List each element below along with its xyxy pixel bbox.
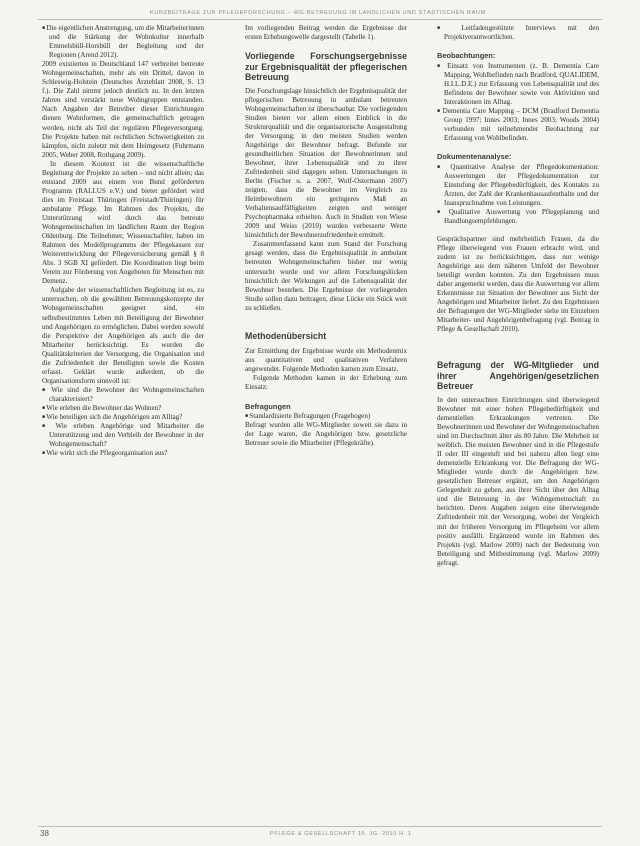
paragraph: Zusammenfassend kann zum Stand der Forschung gesagt werden, dass die Ergebnisqualität in ambulant betreuten Wohngemeinschaften bisher nur wenig untersucht wurde und vor allem Forschungslücken hinsichtlich der Wirkungen auf die Lebensqualität der Bewohner bestehen. Die Ergebnisse der vorliegenden Studie sollen dazu beitragen, diese Lücke ein Stück weit zu schließen.	[245, 240, 407, 312]
list-item: ■ Dementia Care Mapping – DCM (Bradford Dementia Group 1997; Innes 2003; Innes 2003; Woods 2004) verbunden mit teilnehmender Beobachtung zur Erfassung von Wohlbefinden.	[437, 107, 599, 143]
bullet-list	[42, 24, 204, 60]
list-item: ■ Leitfadengestützte Interviews mit den Projektverantwortlichen.	[437, 24, 599, 42]
bullet-list	[437, 62, 599, 143]
paragraph: Zur Ermittlung der Ergebnisse wurde ein Methodenmix aus quantitativen und qualitativen Verfahren angewendet. Folgende Methoden kamen zum Einsatz.	[245, 347, 407, 374]
column-1	[42, 24, 204, 458]
list-item: ■ Qualitative Auswertung von Pflegeplanung und Handlungsempfehlungen.	[437, 208, 599, 226]
list-item: ■ Wie beteiligen sich die Angehörigen am Alltag?	[42, 413, 204, 422]
paragraph: Folgende Methoden kamen in der Erhebung zum Einsatz:	[245, 374, 407, 392]
list-item: ■ Einsatz von Instrumenten (z. B. Dementia Care Mapping, Wohlbefinden nach Bradford, QUALIDEM, H.I.L.D.E.) zur Erfassung von Lebensqualität und des Befindens der Bewohner sowie von Aktivitäten und Interaktionen im Alltag.	[437, 62, 599, 107]
paragraph: In den untersuchten Einrichtungen sind überwiegend Bewohner mit einer hohen Pflegebedürftigkeit und dementiellen Erkrankungen vertreten. Die Bewohnerinnen und Bewohner der Wohngemeinschaften sind im Durchschnitt älter als 80 Jahre. Die Mehrheit ist weiblich. Die meisten Bewohner sind in die Pflegestufe II oder III eingestuft und bei nahezu allen liegt eine demenzielle Erkrankung vor. Die Befragung der WG-Mitglieder wurde durch die Angehörigen bzw. gesetzlichen Betreuer ergänzt, um den Angehörigen Gelegenheit zu geben, aus ihrer Sicht über den Alltag und die Betreuung in der Wohngemeinschaft zu berichten. Deren Angaben zeigen eine überwiegende Zufriedenheit mit der Versorgung, wobei der Vergleich mit der früheren Versorgung im Pflegeheim vor allem positiv ausfällt. Ergänzend wurde im Rahmen des Projekts (vgl. Marlow 2009) nach der Bedeutung von Beteiligung und Mitbestimmung (vgl. Marlow 2009) gefragt.	[437, 395, 600, 567]
header-rule	[38, 19, 602, 20]
section-heading: Methodenübersicht	[245, 330, 327, 341]
column-3	[437, 24, 599, 568]
list-item: ■ Wie sind die Bewohner der Wohngemeinschaften charakterisiert?	[42, 386, 204, 404]
section-heading: Dokumentenanalyse:	[437, 152, 512, 162]
paragraph: Befragt wurden alle WG-Mitglieder soweit sie dazu in der Lage waren, die Angehörigen bzw. gesetzliche Betreuer sowie die Mitarbeiter (Pflegekräfte).	[245, 421, 407, 448]
list-item: ■ Wie wirkt sich die Pflegeorganisation aus?	[42, 449, 204, 458]
section-heading: Befragungen	[245, 401, 291, 411]
paragraph: Gesprächspartner sind mehrheitlich Frauen, da die Pflege überwiegend von Frauen erbracht wird, und zudem ist zu berücksichtigen, dass nur wenige Angehörige aus dem näheren Umfeld der Bewohner beteiligt werden konnten. Zu den Ergebnissen muss daher angemerkt werden, dass die Auswertung vor allem Erkenntnisse zur Situation der Bewohner aus Sicht der Angehörigen und Mitarbeiter liefert. Zu den Ergebnissen der Befragungen der WG-Mitglieder siehe im Einzelnen Mitarbeiter- und Angehörigenbefragung (vgl. Beitrag in Pflege & Gesellschaft 2010).	[437, 234, 599, 334]
paragraph: 2009 existierten in Deutschland 147 verbreitet betreute Wohngemeinschaften, mehr als ein Drittel, davon in Schleswig-Holstein (Deutsches Ärzteblatt 2008, S. 13 f.). Die Zahl nimmt jedoch deutlich zu. In den letzten Jahren sind verstärkt neue Wohngruppen entstanden. Nach Angaben der Betreiber dieser Einrichtungen dienen Wohnformen, die gemeinschaftlich getragen werden, nicht als Teil der regulären Pflegeversorgung. Die Projekte haben mit rechtlichen Schwierigkeiten zu kämpfen, nicht zuletzt mit dem Heimgesetz (Fuhrmann 2005, Weber 2008, Rothgang 2009).	[42, 60, 204, 159]
footer-rule	[38, 826, 602, 827]
paragraph: Die Forschungslage hinsichtlich der Ergebnisqualität der pflegerischen Betreuung in ambulant betreuten Wohngemeinschaften ist überschaubar. Die vorliegenden Studien bieten vor allem einen Einblick in die Strukturqualität und die organisatorische Ausgestaltung der Versorgung; in den meisten Studien werden Angehörige der Bewohner befragt. Befunde zur gesundheitlichen Situation der Bewohnerinnen und Bewohner, ihrer Lebensqualität und zu ihrer Zufriedenheit sind dagegen selten. Untersuchungen in Berlin (Fischer u. a. 2007, Wolf-Ostermann 2007) zeigten, dass die Bewohner im Vergleich zu Heimbewohnern ein geringeres Maß an Verhaltensauffälligkeiten zeigten und weniger Psychopharmaka erhielten. Auch in Studien von Wiese 2009 und Weiss (2010) wurden verbesserte Werte hinsichtlich der Bewohnerzufriedenheit ermittelt.	[245, 86, 407, 240]
bullet-list	[437, 24, 599, 42]
section-heading: Befragung der WG-Mitglieder und ihrer Angehörigen/gesetzlichen Betreuer	[437, 360, 599, 392]
list-item: ■ Wie erleben Angehörige und Mitarbeiter die Unterstützung und den Verbleib der Bewohner in der Wohngemeinschaft?	[42, 422, 204, 449]
bullet-list	[245, 412, 407, 421]
list-item: ■ Die eigentlichen Anstrengung, um die Mitarbeiterinnen und die Stärkung der Wohnkultur innerhalb Emmelsbüll-Horsbüll der Begleitung und der Regionen (Arend 2012).	[42, 24, 204, 60]
running-head: KURZBEITRÄGE ZUR PFLEGEFORSCHUNG – WG-BETREUUNG IM LÄNDLICHEN UND STÄDTISCHEN RAUM	[150, 10, 486, 16]
page-number: 38	[40, 829, 49, 838]
journal-citation: PFLEGE & GESELLSCHAFT 15. JG. 2010 H. 1	[270, 831, 412, 837]
paragraph: In diesem Kontext ist die wissenschaftliche Begleitung der Projekte zu sehen – und nicht allein; das entstand 2009 aus einem von Bund geförderten Programm (RALLUS e.V.) und bietet gefördert wird dies im Freistaat Thüringen (Freistadt/Thüringen) für ambulante Pflege. Im Rahmen des Projekts, die Unterstützung wird durch das betreute Wohngemeinschaften im ländlichen Raum der Region Oldenburg. Die Teilnehmer, Wissenschaftler, haben im Rahmen des Modellprogramms der Pflegekassen zur Weiterentwicklung der Pflegeversicherung gemäß § 8 Abs. 3 SGB XI gefördert. Die Koordination liegt beim Verein zur Förderung von Angeboten für Menschen mit Demenz.	[42, 159, 204, 286]
list-item: ■ Quantitative Analyse der Pflegedokumentation: Auswertungen der Pflegedokumentation zur Einstufung der Pflegebedürftigkeit, des Kontakts zu Ärzten, der Zahl der Krankenhausaufenthalte und der Inanspruchnahme von Leistungen.	[437, 163, 599, 208]
section-heading: Vorliegende Forschungsergebnisse zur Ergebnisqualität der pflegerischen Betreuung	[245, 51, 407, 83]
bullet-list	[437, 163, 599, 226]
list-item: ■ Wie erleben die Bewohner das Wohnen?	[42, 404, 204, 413]
paragraph: Aufgabe der wissenschaftlichen Begleitung ist es, zu untersuchen, ob die gewählten Betreuungskonzepte der Wohngemeinschaften geeignet sind, ein selbstbestimmtes Leben mit Beteiligung der Bewohner und Angehörigen zu ermöglichen. Dabei werden sowohl die Perspektive der Angehörigen als auch die der Mitarbeiter berücksichtigt. Es wurden die Qualitätskriterien der Versorgung, die Organisation und die Zufriedenheit der Beteiligten sowie die Kosten erfasst. Geklärt wurde außerdem, ob die Organisationsform sinnvoll ist:	[42, 286, 204, 385]
list-item: ■ Standardisierte Befragungen (Fragebogen)	[245, 412, 407, 421]
section-heading: Beobachtungen:	[437, 51, 496, 61]
paragraph: Im vorliegenden Beitrag werden die Ergebnisse der ersten Erhebungswelle dargestellt (Tabelle 1).	[245, 24, 407, 42]
column-2	[245, 24, 407, 448]
bullet-list	[42, 386, 204, 458]
